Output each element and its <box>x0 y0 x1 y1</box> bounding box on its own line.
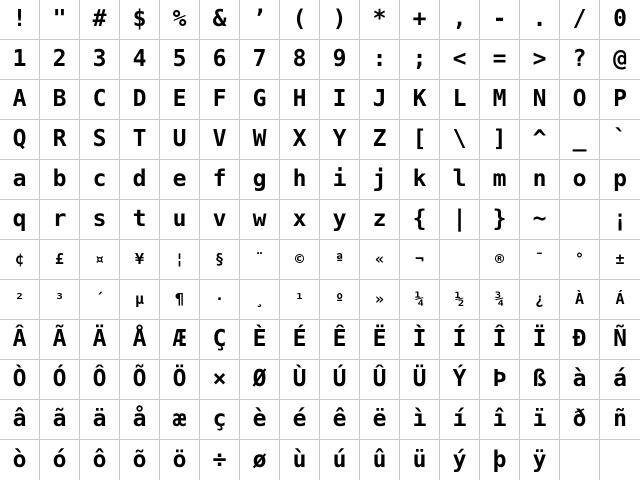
glyph-cell[interactable]: ¿ <box>520 280 560 320</box>
glyph-cell[interactable]: 5 <box>160 40 200 80</box>
glyph-cell[interactable]: a <box>0 160 40 200</box>
glyph-cell[interactable]: ï <box>520 400 560 440</box>
glyph-cell[interactable]: Õ <box>120 360 160 400</box>
glyph-cell[interactable]: Q <box>0 120 40 160</box>
glyph-cell[interactable]: ’ <box>240 0 280 40</box>
glyph-cell[interactable]: ª <box>320 240 360 280</box>
glyph-cell[interactable]: S <box>80 120 120 160</box>
glyph-cell[interactable]: ) <box>320 0 360 40</box>
glyph-cell[interactable]: Ò <box>0 360 40 400</box>
glyph-cell[interactable]: º <box>320 280 360 320</box>
glyph-cell[interactable]: . <box>520 0 560 40</box>
glyph-cell[interactable]: L <box>440 80 480 120</box>
glyph-cell[interactable]: þ <box>480 440 520 480</box>
glyph-cell[interactable]: 7 <box>240 40 280 80</box>
glyph-cell[interactable]: Y <box>320 120 360 160</box>
glyph-cell[interactable] <box>560 200 600 240</box>
glyph-cell[interactable]: ð <box>560 400 600 440</box>
glyph-cell[interactable]: h <box>280 160 320 200</box>
glyph-cell[interactable]: ½ <box>440 280 480 320</box>
glyph-cell[interactable]: ¦ <box>160 240 200 280</box>
glyph-cell[interactable]: - <box>480 0 520 40</box>
glyph-cell[interactable]: d <box>120 160 160 200</box>
glyph-cell[interactable]: ® <box>480 240 520 280</box>
glyph-cell[interactable]: : <box>360 40 400 80</box>
glyph-cell[interactable]: Í <box>440 320 480 360</box>
glyph-cell[interactable]: ý <box>440 440 480 480</box>
glyph-cell[interactable]: W <box>240 120 280 160</box>
glyph-cell[interactable]: ~ <box>520 200 560 240</box>
glyph-cell[interactable]: È <box>240 320 280 360</box>
glyph-cell[interactable]: i <box>320 160 360 200</box>
glyph-cell[interactable]: 9 <box>320 40 360 80</box>
glyph-cell[interactable]: ± <box>600 240 640 280</box>
glyph-cell[interactable]: F <box>200 80 240 120</box>
glyph-cell[interactable]: â <box>0 400 40 440</box>
glyph-cell[interactable]: í <box>440 400 480 440</box>
glyph-cell[interactable]: C <box>80 80 120 120</box>
glyph-cell[interactable]: e <box>160 160 200 200</box>
glyph-cell[interactable]: # <box>80 0 120 40</box>
glyph-cell[interactable]: ñ <box>600 400 640 440</box>
glyph-cell[interactable] <box>600 440 640 480</box>
glyph-cell[interactable]: M <box>480 80 520 120</box>
glyph-cell[interactable]: Ø <box>240 360 280 400</box>
glyph-cell[interactable]: ; <box>400 40 440 80</box>
glyph-cell[interactable]: Ç <box>200 320 240 360</box>
glyph-cell[interactable]: à <box>560 360 600 400</box>
glyph-cell[interactable]: ¡ <box>600 200 640 240</box>
glyph-cell[interactable]: Ó <box>40 360 80 400</box>
glyph-cell[interactable]: ì <box>400 400 440 440</box>
glyph-cell[interactable]: Ü <box>400 360 440 400</box>
glyph-cell[interactable]: ° <box>560 240 600 280</box>
glyph-cell[interactable]: Û <box>360 360 400 400</box>
glyph-cell[interactable]: µ <box>120 280 160 320</box>
glyph-cell[interactable]: X <box>280 120 320 160</box>
glyph-cell[interactable]: P <box>600 80 640 120</box>
glyph-cell[interactable]: } <box>480 200 520 240</box>
glyph-cell[interactable]: x <box>280 200 320 240</box>
glyph-cell[interactable]: w <box>240 200 280 240</box>
glyph-cell[interactable]: G <box>240 80 280 120</box>
glyph-cell[interactable]: ü <box>400 440 440 480</box>
glyph-cell[interactable]: Þ <box>480 360 520 400</box>
glyph-cell[interactable]: K <box>400 80 440 120</box>
glyph-cell[interactable]: ò <box>0 440 40 480</box>
glyph-cell[interactable]: c <box>80 160 120 200</box>
glyph-cell[interactable]: " <box>40 0 80 40</box>
glyph-cell[interactable]: ù <box>280 440 320 480</box>
glyph-cell[interactable]: ø <box>240 440 280 480</box>
glyph-cell[interactable]: E <box>160 80 200 120</box>
glyph-cell[interactable]: y <box>320 200 360 240</box>
glyph-cell[interactable]: D <box>120 80 160 120</box>
glyph-cell[interactable]: ä <box>80 400 120 440</box>
glyph-cell[interactable]: ÷ <box>200 440 240 480</box>
glyph-cell[interactable]: { <box>400 200 440 240</box>
glyph-cell[interactable]: ¶ <box>160 280 200 320</box>
glyph-cell[interactable]: ¸ <box>240 280 280 320</box>
glyph-cell[interactable]: v <box>200 200 240 240</box>
glyph-cell[interactable]: £ <box>40 240 80 280</box>
glyph-cell[interactable]: < <box>440 40 480 80</box>
glyph-cell[interactable]: ¥ <box>120 240 160 280</box>
glyph-cell[interactable]: [ <box>400 120 440 160</box>
glyph-cell[interactable]: û <box>360 440 400 480</box>
glyph-cell[interactable]: Ð <box>560 320 600 360</box>
glyph-cell[interactable]: 1 <box>0 40 40 80</box>
glyph-cell[interactable]: @ <box>600 40 640 80</box>
glyph-cell[interactable]: · <box>200 280 240 320</box>
glyph-cell[interactable]: Z <box>360 120 400 160</box>
glyph-cell[interactable]: À <box>560 280 600 320</box>
glyph-cell[interactable]: s <box>80 200 120 240</box>
glyph-cell[interactable] <box>560 440 600 480</box>
glyph-cell[interactable]: Æ <box>160 320 200 360</box>
glyph-cell[interactable]: Ú <box>320 360 360 400</box>
glyph-cell[interactable]: ¬ <box>400 240 440 280</box>
glyph-cell[interactable]: _ <box>560 120 600 160</box>
glyph-cell[interactable]: N <box>520 80 560 120</box>
glyph-cell[interactable]: ¹ <box>280 280 320 320</box>
glyph-cell[interactable]: + <box>400 0 440 40</box>
glyph-cell[interactable]: ö <box>160 440 200 480</box>
glyph-cell[interactable]: b <box>40 160 80 200</box>
glyph-cell[interactable]: Ý <box>440 360 480 400</box>
glyph-cell[interactable]: g <box>240 160 280 200</box>
glyph-cell[interactable]: n <box>520 160 560 200</box>
glyph-cell[interactable]: 6 <box>200 40 240 80</box>
glyph-cell[interactable]: Ë <box>360 320 400 360</box>
glyph-cell[interactable]: & <box>200 0 240 40</box>
glyph-cell[interactable]: I <box>320 80 360 120</box>
glyph-cell[interactable]: Ã <box>40 320 80 360</box>
glyph-cell[interactable]: ê <box>320 400 360 440</box>
glyph-cell[interactable]: ² <box>0 280 40 320</box>
glyph-cell[interactable]: Á <box>600 280 640 320</box>
glyph-cell[interactable]: z <box>360 200 400 240</box>
glyph-cell[interactable]: ¤ <box>80 240 120 280</box>
glyph-cell[interactable]: § <box>200 240 240 280</box>
glyph-cell[interactable]: ( <box>280 0 320 40</box>
glyph-cell[interactable]: H <box>280 80 320 120</box>
glyph-cell[interactable]: p <box>600 160 640 200</box>
glyph-cell[interactable]: \ <box>440 120 480 160</box>
glyph-cell[interactable]: j <box>360 160 400 200</box>
glyph-cell[interactable]: / <box>560 0 600 40</box>
glyph-cell[interactable]: Å <box>120 320 160 360</box>
glyph-cell[interactable]: U <box>160 120 200 160</box>
glyph-cell[interactable]: æ <box>160 400 200 440</box>
glyph-cell[interactable]: ú <box>320 440 360 480</box>
glyph-cell[interactable]: © <box>280 240 320 280</box>
glyph-cell[interactable]: ¾ <box>480 280 520 320</box>
glyph-cell[interactable]: ´ <box>80 280 120 320</box>
glyph-cell[interactable]: t <box>120 200 160 240</box>
glyph-cell[interactable]: ÿ <box>520 440 560 480</box>
glyph-cell[interactable]: Ô <box>80 360 120 400</box>
glyph-cell[interactable]: | <box>440 200 480 240</box>
glyph-cell[interactable]: è <box>240 400 280 440</box>
glyph-cell[interactable]: õ <box>120 440 160 480</box>
glyph-cell[interactable] <box>440 240 480 280</box>
glyph-cell[interactable]: Ï <box>520 320 560 360</box>
glyph-cell[interactable]: r <box>40 200 80 240</box>
glyph-cell[interactable]: , <box>440 0 480 40</box>
glyph-cell[interactable]: Ù <box>280 360 320 400</box>
glyph-cell[interactable]: ç <box>200 400 240 440</box>
glyph-cell[interactable]: ! <box>0 0 40 40</box>
glyph-cell[interactable]: å <box>120 400 160 440</box>
glyph-cell[interactable]: > <box>520 40 560 80</box>
glyph-cell[interactable]: 0 <box>600 0 640 40</box>
glyph-cell[interactable]: q <box>0 200 40 240</box>
glyph-cell[interactable]: f <box>200 160 240 200</box>
glyph-cell[interactable]: Â <box>0 320 40 360</box>
glyph-cell[interactable]: ¯ <box>520 240 560 280</box>
glyph-cell[interactable]: ¨ <box>240 240 280 280</box>
glyph-cell[interactable]: Ñ <box>600 320 640 360</box>
glyph-cell[interactable]: 4 <box>120 40 160 80</box>
glyph-cell[interactable]: = <box>480 40 520 80</box>
glyph-cell[interactable]: ] <box>480 120 520 160</box>
glyph-cell[interactable]: u <box>160 200 200 240</box>
glyph-cell[interactable]: A <box>0 80 40 120</box>
glyph-cell[interactable]: o <box>560 160 600 200</box>
glyph-cell[interactable]: l <box>440 160 480 200</box>
glyph-cell[interactable]: T <box>120 120 160 160</box>
glyph-cell[interactable]: 2 <box>40 40 80 80</box>
glyph-cell[interactable]: ? <box>560 40 600 80</box>
glyph-cell[interactable]: % <box>160 0 200 40</box>
glyph-cell[interactable]: Ä <box>80 320 120 360</box>
glyph-cell[interactable]: k <box>400 160 440 200</box>
glyph-cell[interactable]: m <box>480 160 520 200</box>
glyph-cell[interactable]: Î <box>480 320 520 360</box>
glyph-cell[interactable]: O <box>560 80 600 120</box>
glyph-cell[interactable]: ë <box>360 400 400 440</box>
glyph-cell[interactable]: ã <box>40 400 80 440</box>
glyph-cell[interactable]: ` <box>600 120 640 160</box>
glyph-cell[interactable]: Ö <box>160 360 200 400</box>
glyph-cell[interactable]: » <box>360 280 400 320</box>
glyph-cell[interactable]: Ê <box>320 320 360 360</box>
glyph-cell[interactable]: R <box>40 120 80 160</box>
glyph-cell[interactable]: ô <box>80 440 120 480</box>
glyph-cell[interactable]: Ì <box>400 320 440 360</box>
glyph-cell[interactable]: V <box>200 120 240 160</box>
glyph-cell[interactable]: ß <box>520 360 560 400</box>
glyph-cell[interactable]: î <box>480 400 520 440</box>
glyph-cell[interactable]: é <box>280 400 320 440</box>
glyph-cell[interactable]: × <box>200 360 240 400</box>
glyph-cell[interactable]: ^ <box>520 120 560 160</box>
glyph-cell[interactable]: ¼ <box>400 280 440 320</box>
glyph-cell[interactable]: á <box>600 360 640 400</box>
glyph-cell[interactable]: B <box>40 80 80 120</box>
glyph-cell[interactable]: $ <box>120 0 160 40</box>
glyph-cell[interactable]: 3 <box>80 40 120 80</box>
glyph-cell[interactable]: É <box>280 320 320 360</box>
glyph-cell[interactable]: 8 <box>280 40 320 80</box>
glyph-cell[interactable]: « <box>360 240 400 280</box>
glyph-cell[interactable]: ó <box>40 440 80 480</box>
glyph-cell[interactable]: ¢ <box>0 240 40 280</box>
glyph-cell[interactable]: * <box>360 0 400 40</box>
glyph-cell[interactable]: ³ <box>40 280 80 320</box>
glyph-cell[interactable]: J <box>360 80 400 120</box>
